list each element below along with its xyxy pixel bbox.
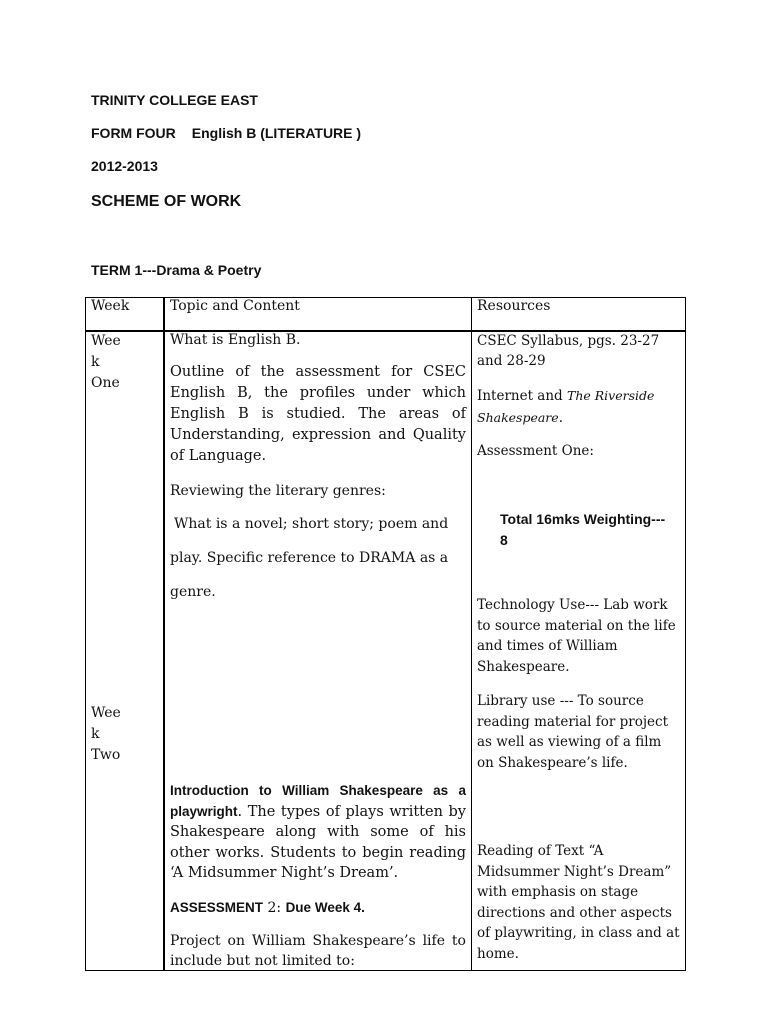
topic-outline: Outline of the assessment for CSEC English B, the profiles under which English B is studied. The areas of Understanding, expression and Quality of Language.: [170, 364, 466, 464]
subject-name: English B (LITERATURE ): [191, 125, 362, 141]
column-header-topic: Topic and Content: [170, 298, 300, 314]
topic-genre-line-3: genre.: [170, 584, 216, 600]
assessment-due: Due Week 4.: [285, 900, 365, 915]
resource-internet: Internet and The Riverside Shakespeare.: [477, 388, 655, 426]
academic-year: 2012-2013: [91, 158, 158, 174]
topic-intro: What is English B.: [170, 332, 301, 348]
resource-technology: Technology Use--- Lab work to source material on the life and times of William Shakespeare.: [477, 597, 676, 675]
topic-project: Project on William Shakespeare’s life to include but not limited to:: [170, 933, 466, 969]
topic-assessment-two: ASSESSMENT 2: Due Week 4.: [170, 900, 365, 916]
week-two-label: Wee k Two: [91, 705, 121, 763]
resource-assessment-one: Assessment One:: [477, 443, 594, 459]
resource-syllabus: CSEC Syllabus, pgs. 23-27 and 28-29: [477, 333, 660, 369]
topic-shakespeare-heading: Introduction to William Shakespeare as a playwright: [170, 783, 466, 819]
column-divider-2: [471, 298, 472, 970]
form-level: FORM FOUR: [91, 125, 176, 141]
resource-library: Library use --- To source reading material for project as well as viewing of a film on Shakespeare’s life.: [477, 693, 669, 771]
topic-genres: Reviewing the literary genres:: [170, 483, 386, 499]
resource-book-title: The Riverside Shakespeare: [477, 388, 655, 425]
topic-genre-line-1: What is a novel; short story; poem and: [174, 516, 449, 532]
week-one-label: Wee k One: [91, 333, 121, 391]
school-name: TRINITY COLLEGE EAST: [91, 92, 258, 108]
resource-total-marks: Total 16mks Weighting--- 8: [500, 511, 666, 548]
assessment-label: ASSESSMENT: [170, 900, 264, 915]
column-header-resources: Resources: [477, 298, 551, 314]
document-title: SCHEME OF WORK: [91, 193, 242, 210]
form-subject-line: [91, 125, 361, 141]
resource-reading: Reading of Text “A Midsummer Night’s Dream” with emphasis on stage directions and other aspects of playwriting, in class and at home.: [477, 843, 680, 962]
topic-genre-line-2: play. Specific reference to DRAMA as a: [170, 550, 449, 566]
term-heading: TERM 1---Drama & Poetry: [91, 262, 262, 278]
scheme-table: [85, 297, 686, 971]
column-header-week: Week: [91, 298, 130, 314]
topic-shakespeare-intro: Introduction to William Shakespeare as a playwright. The types of plays written by Shakespeare along with some of his other works. Students to begin reading ‘A Midsummer Night’s Dream’.: [170, 783, 466, 881]
column-divider-1: [163, 298, 165, 970]
